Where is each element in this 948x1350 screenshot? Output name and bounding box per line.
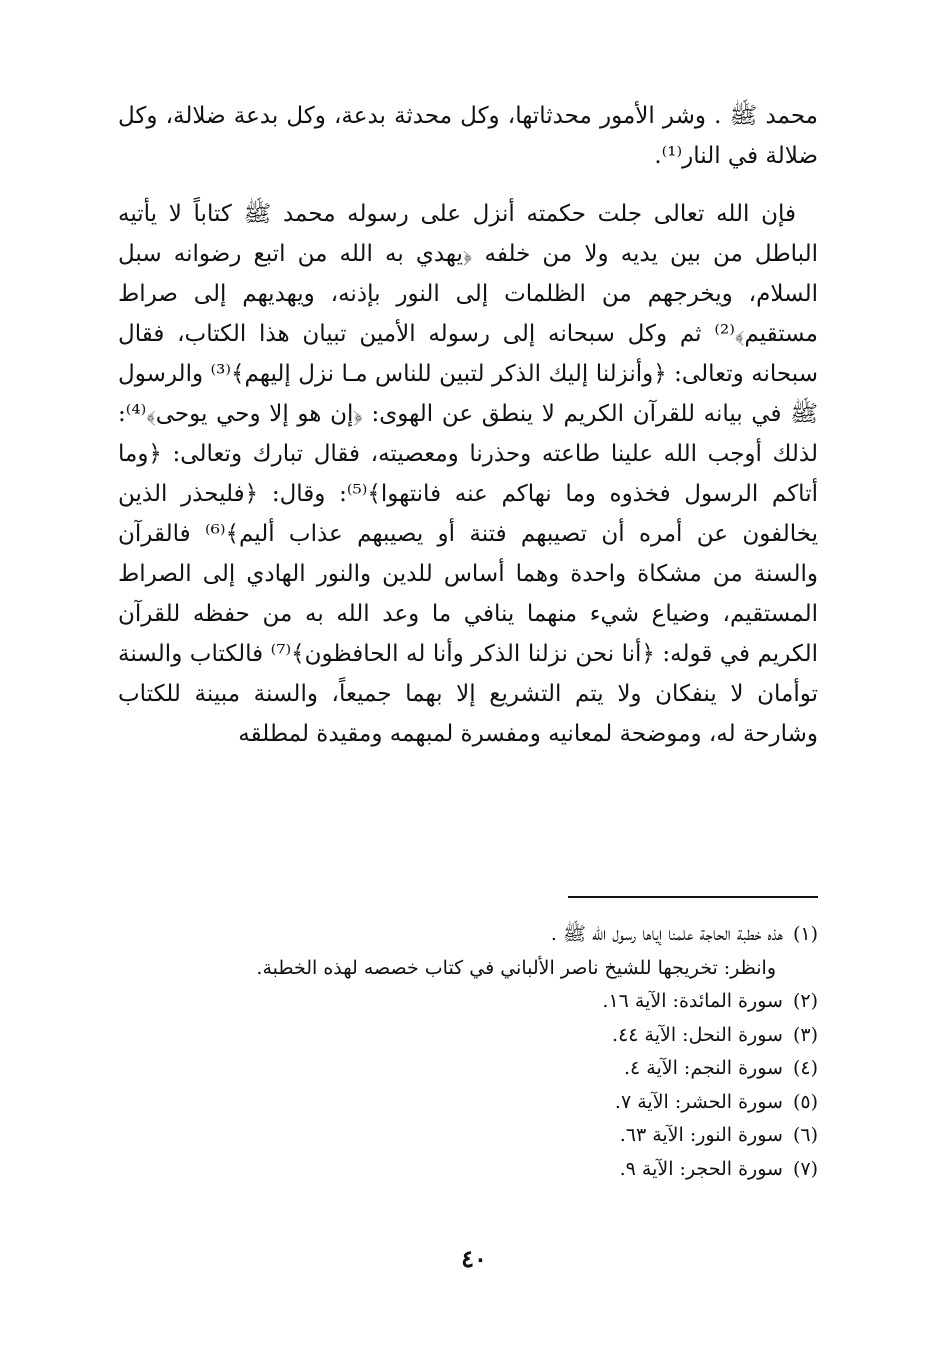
footnote-item xyxy=(118,1019,818,1053)
main-text xyxy=(118,96,818,754)
footnote-text: سورة النحل: الآية ٤٤. xyxy=(612,1023,783,1046)
footnote-item xyxy=(118,952,818,986)
footnote-number: (٤) xyxy=(792,1057,818,1079)
footnote-item xyxy=(118,1153,818,1187)
footnote-text: سورة المائدة: الآية ١٦. xyxy=(602,990,783,1012)
footnote-divider xyxy=(568,896,818,898)
footnote-number: (٢) xyxy=(792,990,818,1012)
paragraph-2: فإن الله تعالى جلت حكمته أنزل على رسوله محمد ﷺ كتاباً لا يأتيه الباطل من بين يديه ولا من خلفه ﴿يهدي به الله من اتبع رضوانه سبل السلام، ويخرجهم من الظلمات إلى النور بإذنه، ويهديهم إلى صراط مستقيم﴾⁽²⁾ ثم وكل سبحانه إلى رسوله الأمين تبيان هذا الكتاب، فقال سبحانه وتعالى: ﴿وأنزلنا إليك الذكر لتبين للناس مـا نزل إليهم﴾⁽³⁾ والرسول ﷺ في بيانه للقرآن الكريم لا ينطق عن الهوى: ﴿إن هو إلا وحي يوحى﴾⁽⁴⁾: لذلك أوجب الله علينا طاعته وحذرنا ومعصيته، فقال تبارك وتعالى: ﴿وما أتاكم الرسول فخذوه وما نهاكم عنه فانتهوا﴾⁽⁵⁾: وقال: ﴿فليحذر الذين يخالفون عن أمره أن تصيبهم فتنة أو يصيبهم عذاب أليم﴾⁽⁶⁾ فالقرآن والسنة من مشكاة واحدة وهما أساس للدين والنور الهادي إلى الصراط المستقيم، وضياع شيء منهما ينافي ما وعد الله به من حفظه للقرآن الكريم في قوله: ﴿أنا نحن نزلنا الذكر وأنا له الحافظون﴾⁽⁷⁾ فالكتاب والسنة توأمان لا ينفكان ولا يتم التشريع إلا بهما جميعاً، والسنة مبينة للكتاب وشارحة له، وموضحة لمعانيه ومفسرة لمبهمه ومقيدة لمطلقه xyxy=(118,201,819,747)
paragraph-1: محمد ﷺ . وشر الأمور محدثاتها، وكل محدثة بدعة، وكل بدعة ضلالة، وكل ضلالة في النار⁽¹⁾. xyxy=(118,103,818,169)
footnote-number: (٦) xyxy=(792,1124,818,1146)
footnote-item xyxy=(118,918,818,952)
footnote-item xyxy=(118,985,818,1019)
footnote-text: سورة النور: الآية ٦٣. xyxy=(619,1124,783,1146)
footnote-number: (٥) xyxy=(792,1090,818,1113)
footnote-text: سورة الحجر: الآية ٩. xyxy=(619,1157,783,1180)
footnote-number: (٧) xyxy=(792,1157,818,1180)
footnote-text: وانظر: تخريجها للشيخ ناصر الألباني في كتاب خصصه لهذه الخطبة. xyxy=(256,956,776,979)
footnote-item xyxy=(118,1086,818,1120)
footnote-text: سورة الحشر: الآية ٧. xyxy=(614,1090,783,1113)
footnote-number: (٣) xyxy=(792,1023,818,1046)
footnotes-list xyxy=(118,918,818,1186)
page-number: ٤٠ xyxy=(461,1244,487,1273)
footnote-item xyxy=(118,1052,818,1086)
footnote-item xyxy=(118,1119,818,1153)
footnote-text: سورة النجم: الآية ٤. xyxy=(623,1057,783,1079)
footnote-text: هذه خطبة الحاجة علمنا إياها رسول الله ﷺ . xyxy=(550,923,783,945)
footnote-number: (١) xyxy=(792,923,818,945)
book-page xyxy=(118,96,819,1180)
